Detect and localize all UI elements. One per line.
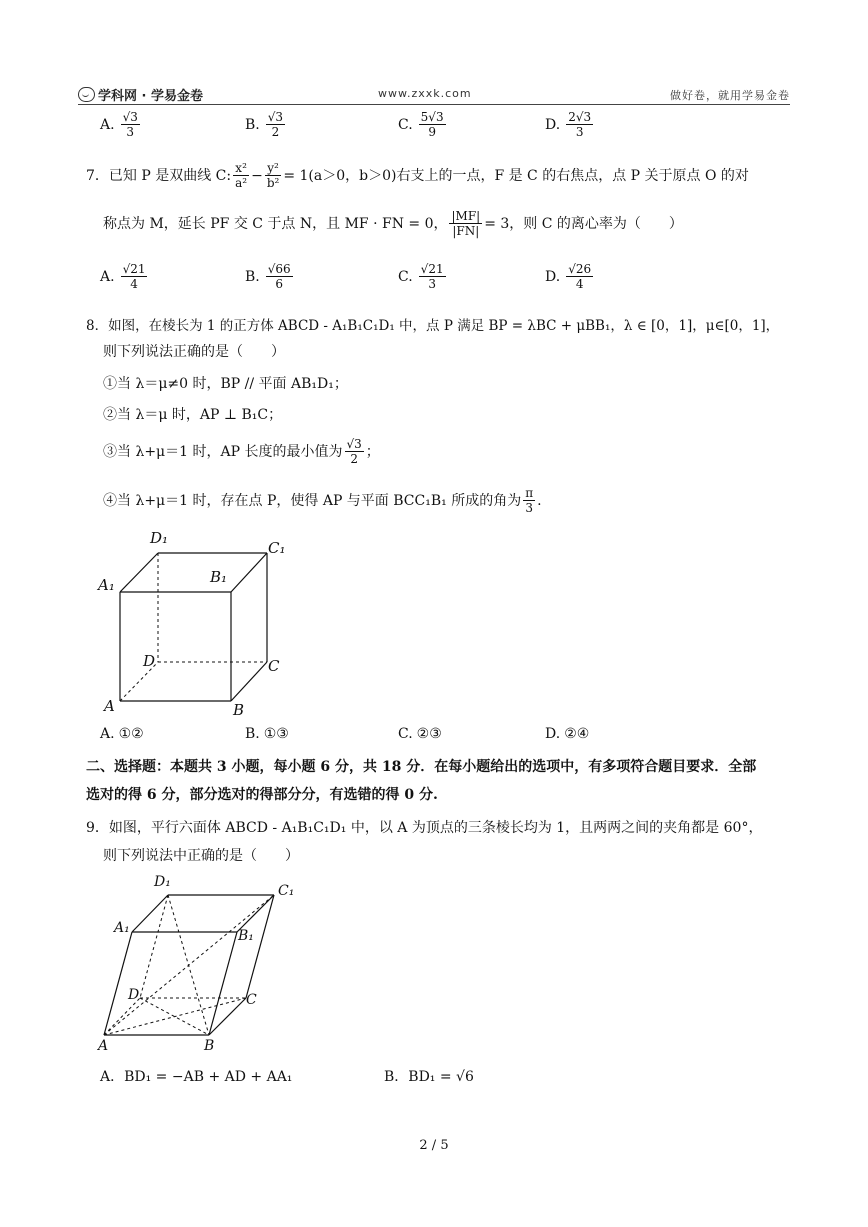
diagonal-ac1 (104, 895, 274, 1035)
label-d: D (143, 652, 156, 670)
frac-den: 9 (428, 125, 436, 139)
q8-option-d (545, 726, 589, 742)
label-a: A (98, 1038, 109, 1054)
q8-line1: 8．如图，在棱长为 1 的正方体 ABCD - A₁B₁C₁D₁ 中，点 P 满足 BP = λBC + μBB₁，λ ∈ [0，1]，μ∈[0，1]， (86, 318, 780, 334)
edge-a1d1 (120, 553, 158, 592)
label-a1: A₁ (114, 920, 130, 936)
q6-option-c (398, 110, 448, 139)
q8-option-a (100, 726, 144, 742)
option-label: C. (398, 116, 413, 133)
label-d: D (128, 987, 140, 1003)
edge-bb1 (209, 932, 237, 1035)
option-label: D. (545, 726, 561, 742)
option-fraction (121, 110, 140, 139)
q7-line1 (86, 161, 749, 190)
y2-over-b2 (265, 161, 282, 190)
cube-figure (94, 525, 294, 720)
label-c1: C₁ (278, 883, 295, 899)
option-label: A. (100, 726, 115, 742)
label-d1: D₁ (150, 529, 169, 547)
frac-num: √3 (346, 437, 362, 451)
parallelepiped-figure (94, 870, 314, 1060)
option-label: B. (245, 726, 260, 742)
page-number: 2 / 5 (419, 1138, 449, 1153)
q6-option-a (100, 110, 142, 139)
option-text: ①② (118, 726, 144, 742)
mf-over-fn (449, 209, 482, 238)
sqrt3-over-2 (345, 437, 364, 466)
q7-text-b: = 1(a＞0，b＞0)右支上的一点，F 是 C 的右焦点，点 P 关于原点 O 的对 (283, 167, 749, 184)
frac-num: √66 (267, 262, 291, 276)
frac-den: 2 (350, 452, 358, 466)
label-a: A (104, 697, 115, 715)
frac-num: π (525, 486, 534, 500)
q7-text-d: = 3，则 C 的离心率为（ ） (484, 215, 683, 232)
q8-statement-4 (103, 486, 542, 515)
option-label: D. (545, 116, 561, 133)
q6-option-b (245, 110, 287, 139)
frac-den: 3 (428, 277, 436, 291)
frac-num: √26 (568, 262, 592, 276)
q9-line2: 则下列说法中正确的是（ ） (103, 848, 299, 864)
q7-option-d (545, 262, 595, 291)
edge-b1c1 (231, 553, 267, 592)
option-fraction (266, 110, 285, 139)
option-text: ②④ (564, 726, 590, 742)
q8-option-c (398, 726, 442, 742)
edge-bc (231, 662, 267, 701)
statement-text: ③当 λ+μ＝1 时，AP 长度的最小值为 (103, 443, 343, 460)
frac-den: a² (235, 176, 248, 190)
frac-den: 4 (130, 277, 138, 291)
section2-line2: 选对的得 6 分，部分选对的得部分分，有选错的得 0 分. (86, 787, 438, 803)
frac-den: 3 (525, 501, 533, 515)
edge-aa1 (104, 932, 132, 1035)
label-a1: A₁ (98, 576, 115, 594)
q8-statement-1: ①当 λ＝μ≠0 时，BP // 平面 AB₁D₁； (103, 376, 348, 392)
option-label: C. (398, 268, 413, 285)
frac-num: √21 (420, 262, 444, 276)
label-c1: C₁ (268, 539, 286, 557)
header-slogan: 做好卷，就用学易金卷 (670, 89, 790, 102)
frac-num: √3 (267, 110, 284, 124)
frac-num: √3 (122, 110, 138, 124)
frac-den: 3 (575, 125, 584, 139)
label-b1: B₁ (238, 928, 254, 944)
frac-den: 2 (271, 125, 280, 139)
site-url: www.zxxk.com (378, 87, 472, 100)
option-text: ①③ (263, 726, 289, 742)
q7-option-c (398, 262, 448, 291)
minus-sign: − (251, 167, 263, 184)
q9-option-b: B．BD₁ = √6 (384, 1069, 474, 1085)
q7-text-a: 7．已知 P 是双曲线 C: (86, 167, 232, 184)
option-label: A. (100, 116, 115, 133)
frac-den: |FN| (452, 224, 480, 238)
label-c: C (268, 657, 280, 675)
frac-num: x² (235, 161, 247, 175)
pi-over-3 (523, 486, 535, 515)
hidden-edge-dd1 (140, 895, 168, 998)
q6-option-d (545, 110, 595, 139)
q8-statement-3 (103, 437, 380, 466)
option-fraction (266, 262, 293, 291)
q9-line1: 9．如图，平行六面体 ABCD - A₁B₁C₁D₁ 中，以 A 为顶点的三条棱长均为 1，且两两之间的夹角都是 60°， (86, 820, 763, 836)
frac-den: 3 (126, 125, 135, 139)
logo-text: 学科网 · 学易金卷 (98, 89, 203, 104)
statement-punct: . (537, 492, 542, 509)
option-label: B. (245, 116, 260, 133)
option-label: A. (100, 268, 115, 285)
q8-option-b (245, 726, 289, 742)
q7-option-b (245, 262, 295, 291)
option-label: D. (545, 268, 561, 285)
option-fraction (419, 110, 446, 139)
frac-num: |MF| (451, 209, 481, 223)
frac-num: y² (267, 161, 279, 175)
option-text: ②③ (416, 726, 442, 742)
frac-num: √21 (122, 262, 146, 276)
q8-statement-2: ②当 λ＝μ 时，AP ⊥ B₁C； (103, 407, 283, 423)
brand-logo (78, 85, 203, 104)
edge-cc1 (246, 895, 274, 998)
q9-option-a: A．BD₁ = −AB + AD + AA₁ (100, 1069, 293, 1085)
section2-line1: 二、选择题：本题共 3 小题，每小题 6 分，共 18 分．在每小题给出的选项中，有多项符合题目要求．全部 (86, 759, 757, 775)
q7-option-a (100, 262, 149, 291)
frac-num: 5√3 (420, 110, 444, 124)
label-b1: B₁ (210, 568, 228, 586)
option-fraction (419, 262, 446, 291)
frac-den: 6 (275, 277, 284, 291)
label-b: B (233, 701, 245, 719)
q7-text-c: 称点为 M，延长 PF 交 C 于点 N，且 MF · FN = 0， (103, 215, 448, 232)
page-header (78, 84, 790, 105)
option-label: B. (245, 268, 260, 285)
label-d1: D₁ (154, 874, 171, 890)
frac-den: b² (266, 176, 280, 190)
statement-text: ④当 λ+μ＝1 时，存在点 P，使得 AP 与平面 BCC₁B₁ 所成的角为 (103, 492, 522, 509)
option-label: C. (398, 726, 413, 742)
q7-line2 (103, 209, 683, 238)
frac-den: 4 (575, 277, 584, 291)
frac-num: 2√3 (568, 110, 592, 124)
label-c: C (246, 992, 257, 1008)
label-b: B (204, 1038, 215, 1054)
option-fraction (566, 262, 593, 291)
option-fraction (566, 110, 593, 139)
diagonal-ac (104, 998, 246, 1035)
q8-line2: 则下列说法正确的是（ ） (103, 344, 285, 360)
x2-over-a2 (233, 161, 249, 190)
statement-punct: ； (365, 443, 380, 460)
option-fraction (121, 262, 148, 291)
smile-logo-icon (78, 87, 95, 102)
